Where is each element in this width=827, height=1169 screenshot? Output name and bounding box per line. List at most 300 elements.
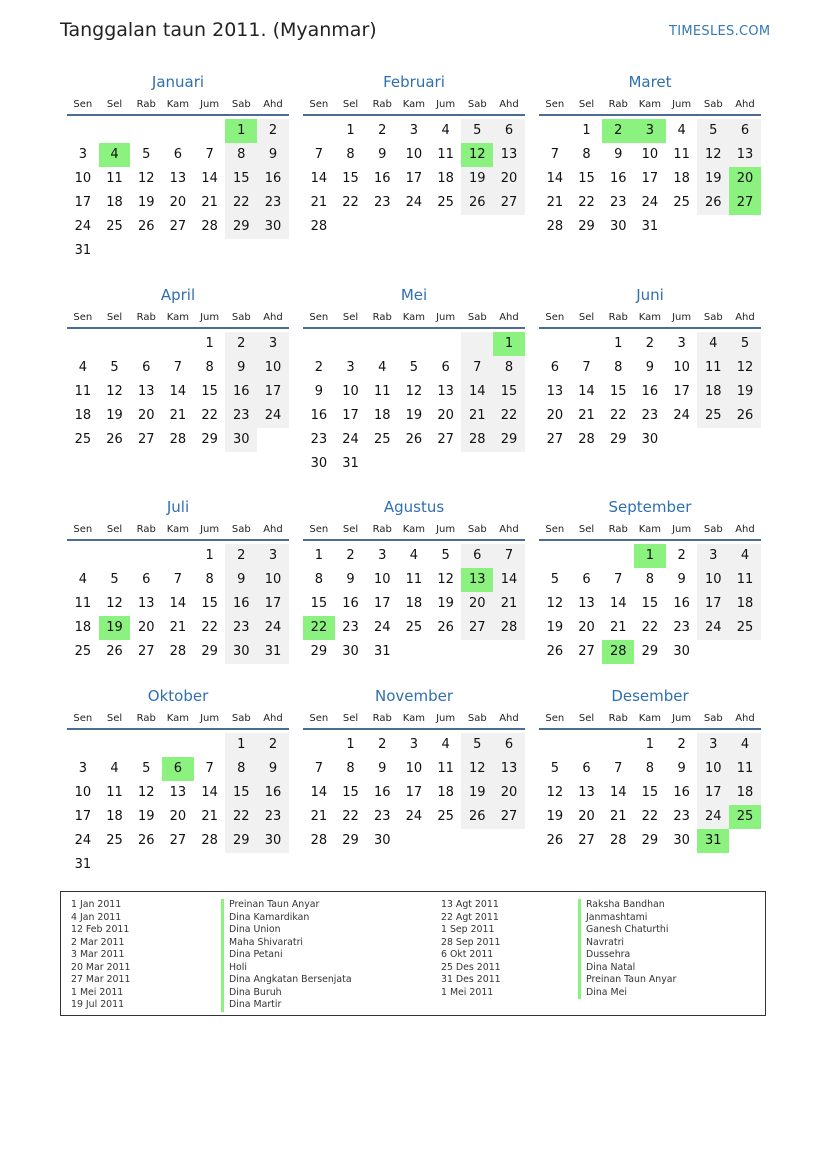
brand-link[interactable]: TIMESLES.COM: [669, 24, 771, 39]
day-cell: 25: [673, 195, 690, 210]
day-cell: 15: [342, 785, 359, 800]
empty-cell: [571, 544, 603, 568]
holiday-name: Maha Shivaratri: [221, 937, 352, 950]
day-cell: 28: [546, 219, 564, 234]
day-cell: 13: [437, 384, 454, 399]
weekday-label: Rab: [608, 312, 628, 323]
weekday-label: Sab: [703, 99, 723, 110]
day-cell: 11: [373, 384, 391, 399]
holiday-name: Dina Petani: [221, 949, 352, 962]
day-cell: 26: [137, 833, 155, 848]
day-grid: [303, 733, 525, 853]
day-cell: 10: [641, 147, 659, 162]
day-cell: 14: [201, 785, 218, 800]
day-cell: 16: [257, 167, 289, 191]
weekday-label: Kam: [638, 312, 662, 323]
day-cell: 27: [493, 805, 525, 829]
empty-cell: [430, 452, 462, 476]
weekday-label: Sab: [231, 524, 251, 535]
empty-cell: [99, 853, 131, 877]
day-cell: 26: [546, 833, 564, 848]
day-cell: 9: [346, 572, 355, 587]
day-cell: 19: [546, 809, 564, 824]
day-cell: 19: [461, 167, 493, 191]
empty-cell: [335, 215, 367, 239]
day-cell: 18: [106, 195, 123, 210]
weekday-label: Kam: [402, 312, 426, 323]
holiday-name: Raksha Bandhan: [578, 899, 676, 912]
weekday-label: Jum: [436, 312, 456, 323]
day-cell: 17: [641, 171, 659, 186]
empty-cell: [130, 733, 162, 757]
day-cell: 5: [409, 360, 419, 375]
empty-cell: [493, 829, 525, 853]
day-cell: 13: [493, 143, 525, 167]
day-cell: 2: [225, 544, 257, 568]
empty-cell: [729, 829, 761, 853]
day-cell: 9: [225, 568, 257, 592]
day-cell: 2: [257, 119, 289, 143]
day-cell: 29: [225, 215, 257, 239]
day-cell: 25: [405, 620, 423, 635]
day-cell: 9: [677, 572, 686, 587]
day-cell: 14: [493, 568, 525, 592]
day-cell: 20: [169, 195, 187, 210]
day-cell: 21: [201, 195, 218, 210]
empty-cell: [130, 239, 162, 263]
empty-cell: [303, 332, 335, 356]
day-cell: 31: [641, 219, 659, 234]
day-cell: 7: [314, 147, 323, 162]
empty-cell: [430, 215, 462, 239]
day-cell: 8: [225, 757, 257, 781]
day-cell: 1: [205, 336, 214, 351]
holiday-name: Preinan Taun Anyar: [578, 974, 676, 987]
day-cell: 31: [373, 644, 391, 659]
empty-cell: [225, 853, 257, 877]
day-cell: 14: [201, 171, 218, 186]
day-cell: 22: [342, 195, 359, 210]
day-cell: 5: [142, 147, 151, 162]
day-cell: 26: [697, 191, 729, 215]
month-3: [539, 72, 761, 239]
month-name: Agustus: [383, 498, 445, 516]
day-cell: 24: [373, 620, 391, 635]
weekday-label: Sab: [703, 524, 723, 535]
day-cell: 21: [310, 809, 328, 824]
weekday-label: Sab: [703, 312, 723, 323]
day-cell: 13: [169, 785, 187, 800]
day-cell: 13: [729, 143, 761, 167]
day-cell: 6: [493, 119, 525, 143]
day-cell: 2: [257, 733, 289, 757]
day-cell: 6: [582, 761, 591, 776]
day-cell: 12: [106, 384, 123, 399]
day-cell: 30: [342, 644, 359, 659]
day-grid: [67, 119, 289, 263]
day-cell: 23: [310, 432, 328, 447]
weekday-label: Sab: [231, 312, 251, 323]
weekday-label: Jum: [200, 524, 220, 535]
weekday-label: Jum: [672, 312, 692, 323]
day-cell: 19: [697, 167, 729, 191]
day-cell: 20: [169, 809, 187, 824]
day-cell: 24: [697, 805, 729, 829]
empty-cell: [493, 215, 525, 239]
day-cell: 18: [106, 809, 123, 824]
weekday-label: Jum: [200, 99, 220, 110]
empty-cell: [99, 119, 131, 143]
day-cell: 13: [493, 757, 525, 781]
day-cell: 17: [342, 408, 359, 423]
day-grid: [303, 119, 525, 239]
weekday-header: [539, 523, 761, 541]
day-cell: 16: [225, 592, 257, 616]
holiday-date: 1 Jan 2011: [71, 899, 122, 910]
weekday-header: [539, 98, 761, 116]
empty-cell: [194, 119, 226, 143]
day-cell: 29: [342, 833, 359, 848]
day-cell: 9: [314, 384, 323, 399]
empty-cell: [539, 332, 571, 356]
day-cell: 18: [729, 781, 761, 805]
weekday-label: Rab: [608, 713, 628, 724]
day-cell: 15: [310, 596, 328, 611]
day-cell: 9: [225, 356, 257, 380]
holiday-date: 19 Jul 2011: [71, 999, 125, 1010]
day-cell: 18: [729, 592, 761, 616]
day-cell: 22: [225, 191, 257, 215]
day-cell: 14: [609, 785, 627, 800]
empty-cell: [303, 733, 335, 757]
day-cell: 10: [342, 384, 359, 399]
day-cell: 17: [257, 592, 289, 616]
weekday-label: Sel: [578, 99, 595, 110]
day-cell: 29: [641, 833, 659, 848]
day-cell: 24: [641, 195, 659, 210]
day-cell: 31: [697, 829, 729, 853]
weekday-label: Kam: [166, 713, 190, 724]
day-cell: 6: [441, 360, 450, 375]
day-cell: 8: [205, 360, 214, 375]
empty-cell: [430, 332, 462, 356]
day-cell: 24: [697, 616, 729, 640]
day-cell: 6: [142, 572, 151, 587]
empty-cell: [602, 544, 634, 568]
day-cell: 6: [582, 572, 591, 587]
month-name: November: [374, 687, 454, 705]
empty-cell: [162, 332, 194, 356]
empty-cell: [67, 119, 99, 143]
day-cell: 30: [673, 644, 690, 659]
day-cell: 2: [378, 123, 387, 138]
empty-cell: [366, 332, 398, 356]
day-cell: 1: [346, 123, 355, 138]
weekday-label: Jum: [436, 99, 456, 110]
weekday-label: Sel: [106, 312, 123, 323]
day-cell: 16: [673, 596, 690, 611]
day-cell: 5: [697, 119, 729, 143]
day-cell: 14: [310, 785, 328, 800]
weekday-label: Jum: [200, 713, 220, 724]
day-cell: 12: [106, 596, 123, 611]
day-cell: 16: [257, 781, 289, 805]
day-cell: 15: [201, 596, 218, 611]
day-cell: 17: [697, 592, 729, 616]
day-cell: 19: [437, 596, 454, 611]
day-cell: 1: [225, 119, 257, 143]
day-cell: 1: [225, 733, 257, 757]
day-cell: 17: [405, 171, 423, 186]
day-grid: [539, 119, 761, 239]
day-cell: 22: [342, 809, 359, 824]
weekday-label: Sel: [578, 524, 595, 535]
day-cell: 16: [609, 171, 627, 186]
empty-cell: [130, 119, 162, 143]
day-cell: 30: [310, 456, 328, 471]
day-cell: 12: [137, 785, 155, 800]
day-cell: 4: [677, 123, 686, 138]
day-cell: 20: [546, 408, 564, 423]
day-cell: 19: [137, 809, 155, 824]
weekday-label: Sel: [578, 713, 595, 724]
weekday-label: Rab: [372, 99, 392, 110]
day-cell: 22: [201, 408, 218, 423]
weekday-header: [539, 311, 761, 329]
day-cell: 27: [169, 833, 187, 848]
weekday-label: Kam: [402, 713, 426, 724]
holiday-name: Dina Mei: [578, 987, 676, 1000]
empty-cell: [67, 332, 99, 356]
day-cell: 12: [546, 596, 564, 611]
day-cell: 7: [614, 572, 623, 587]
day-cell: 23: [609, 195, 627, 210]
day-cell: 17: [697, 781, 729, 805]
day-cell: 26: [461, 191, 493, 215]
empty-cell: [571, 332, 603, 356]
day-cell: 3: [409, 123, 419, 138]
day-cell: 20: [437, 408, 454, 423]
weekday-label: Sen: [309, 713, 329, 724]
day-cell: 1: [314, 548, 323, 563]
day-cell: 22: [578, 195, 595, 210]
day-cell: 21: [461, 404, 493, 428]
day-cell: 6: [493, 733, 525, 757]
empty-cell: [461, 640, 493, 664]
weekday-label: Rab: [608, 99, 628, 110]
day-cell: 23: [673, 809, 690, 824]
weekday-header: [67, 311, 289, 329]
holiday-name: Dina Union: [221, 924, 352, 937]
day-cell: 6: [550, 360, 559, 375]
day-cell: 14: [609, 596, 627, 611]
empty-cell: [67, 733, 99, 757]
day-cell: 8: [493, 356, 525, 380]
day-cell: 5: [142, 761, 151, 776]
month-name: Juni: [636, 286, 664, 304]
weekday-label: Jum: [672, 99, 692, 110]
day-cell: 10: [697, 568, 729, 592]
day-cell: 4: [110, 761, 119, 776]
weekday-label: Jum: [200, 312, 220, 323]
day-cell: 7: [582, 360, 591, 375]
day-cell: 28: [201, 833, 218, 848]
day-cell: 18: [405, 596, 423, 611]
day-cell: 6: [461, 544, 493, 568]
day-cell: 21: [169, 408, 187, 423]
weekday-label: Sel: [106, 713, 123, 724]
weekday-label: Rab: [608, 524, 628, 535]
empty-cell: [194, 733, 226, 757]
day-cell: 3: [697, 544, 729, 568]
month-name: September: [608, 498, 692, 516]
day-cell: 11: [437, 761, 454, 776]
day-cell: 26: [461, 805, 493, 829]
day-cell: 29: [225, 829, 257, 853]
empty-cell: [602, 733, 634, 757]
day-cell: 21: [609, 809, 627, 824]
day-cell: 27: [437, 432, 454, 447]
weekday-label: Sen: [73, 312, 93, 323]
weekday-label: Ahd: [735, 312, 755, 323]
day-cell: 31: [74, 857, 92, 872]
day-cell: 13: [578, 596, 595, 611]
day-cell: 25: [106, 219, 123, 234]
weekday-label: Rab: [372, 524, 392, 535]
weekday-label: Sen: [73, 524, 93, 535]
holiday-name: Dina Kamardikan: [221, 912, 352, 925]
day-cell: 11: [729, 568, 761, 592]
day-cell: 11: [74, 596, 92, 611]
empty-cell: [194, 239, 226, 263]
day-cell: 18: [437, 171, 454, 186]
weekday-label: Sel: [342, 99, 359, 110]
empty-cell: [493, 452, 525, 476]
day-cell: 3: [78, 761, 87, 776]
empty-cell: [398, 829, 430, 853]
empty-cell: [99, 239, 131, 263]
day-cell: 30: [225, 428, 257, 452]
day-cell: 20: [493, 167, 525, 191]
day-cell: 27: [578, 644, 595, 659]
day-cell: 29: [641, 644, 659, 659]
day-cell: 28: [578, 432, 595, 447]
month-name: Maret: [628, 73, 672, 91]
weekday-label: Sab: [467, 312, 487, 323]
day-cell: 8: [614, 360, 623, 375]
day-cell: 16: [641, 384, 659, 399]
day-cell: 24: [405, 195, 423, 210]
day-cell: 25: [106, 833, 123, 848]
day-cell: 29: [201, 432, 218, 447]
day-cell: 14: [169, 596, 187, 611]
weekday-header: [67, 98, 289, 116]
empty-cell: [257, 239, 289, 263]
day-cell: 4: [409, 548, 419, 563]
empty-cell: [225, 239, 257, 263]
day-cell: 10: [74, 785, 92, 800]
weekday-label: Sen: [545, 99, 565, 110]
day-cell: 30: [673, 833, 690, 848]
day-cell: 18: [437, 785, 454, 800]
weekday-label: Kam: [402, 99, 426, 110]
weekday-header: [303, 712, 525, 730]
weekday-label: Sel: [342, 524, 359, 535]
day-cell: 28: [201, 219, 218, 234]
day-cell: 30: [257, 829, 289, 853]
empty-cell: [67, 544, 99, 568]
day-cell: 11: [673, 147, 690, 162]
day-cell: 12: [461, 757, 493, 781]
day-cell: 10: [257, 568, 289, 592]
day-cell: 9: [677, 761, 686, 776]
holiday-name: Dina Natal: [578, 962, 676, 975]
day-cell: 28: [609, 833, 627, 848]
month-9: [539, 497, 761, 664]
day-cell: 14: [169, 384, 187, 399]
day-cell: 5: [550, 572, 559, 587]
day-cell: 28: [310, 833, 328, 848]
day-cell: 13: [546, 384, 564, 399]
day-cell: 3: [346, 360, 355, 375]
weekday-label: Sen: [309, 99, 329, 110]
day-cell: 19: [99, 616, 131, 640]
day-cell: 23: [673, 620, 690, 635]
day-grid: [539, 544, 761, 664]
day-cell: 28: [493, 616, 525, 640]
empty-cell: [539, 119, 571, 143]
day-cell: 24: [74, 219, 92, 234]
empty-cell: [162, 853, 194, 877]
day-cell: 2: [677, 737, 686, 752]
day-cell: 1: [582, 123, 591, 138]
day-cell: 21: [493, 592, 525, 616]
day-cell: 30: [609, 219, 627, 234]
holiday-names-right: [578, 899, 676, 999]
day-cell: 5: [461, 119, 493, 143]
day-cell: 14: [310, 171, 328, 186]
empty-cell: [666, 215, 698, 239]
weekday-label: Sen: [545, 524, 565, 535]
day-cell: 4: [441, 737, 450, 752]
day-cell: 13: [461, 568, 493, 592]
weekday-label: Sen: [545, 312, 565, 323]
day-cell: 22: [641, 809, 659, 824]
day-cell: 21: [578, 408, 595, 423]
empty-cell: [729, 215, 761, 239]
day-cell: 28: [310, 219, 328, 234]
empty-cell: [366, 452, 398, 476]
day-cell: 21: [169, 620, 187, 635]
empty-cell: [398, 215, 430, 239]
day-cell: 10: [697, 757, 729, 781]
empty-cell: [666, 428, 698, 452]
holiday-name: Navratri: [578, 937, 676, 950]
weekday-label: Ahd: [735, 713, 755, 724]
empty-cell: [571, 733, 603, 757]
day-cell: 2: [378, 737, 387, 752]
weekday-label: Sel: [342, 312, 359, 323]
day-cell: 28: [602, 640, 634, 664]
day-cell: 5: [441, 548, 450, 563]
day-cell: 24: [74, 833, 92, 848]
weekday-label: Rab: [136, 312, 156, 323]
weekday-label: Jum: [436, 524, 456, 535]
day-cell: 15: [225, 781, 257, 805]
day-cell: 19: [106, 408, 123, 423]
empty-cell: [130, 544, 162, 568]
day-cell: 22: [609, 408, 627, 423]
